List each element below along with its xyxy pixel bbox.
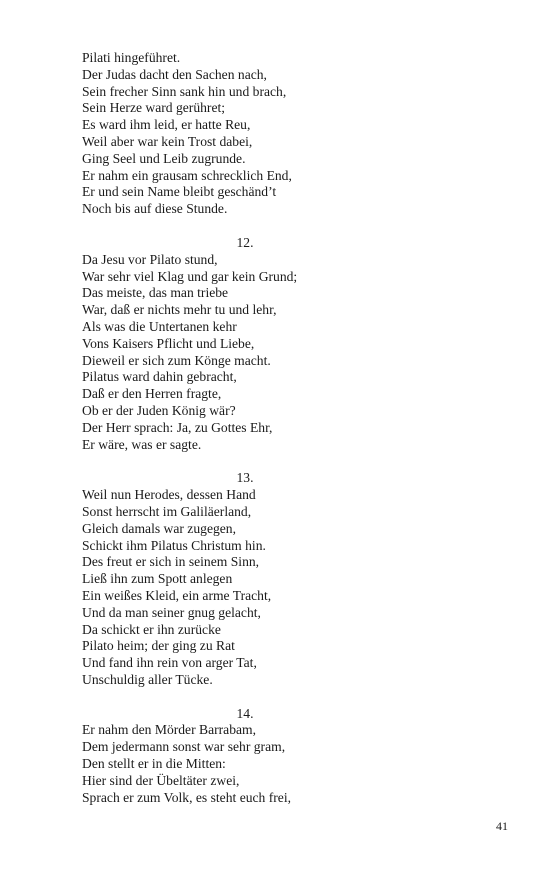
poem-page — [82, 50, 382, 806]
verse-line: Da schickt er ihn zurücke — [82, 621, 221, 637]
verse-line: Weil aber war kein Trost dabei, — [82, 133, 253, 149]
verse-line: Als was die Untertanen kehr — [82, 318, 237, 334]
verse-line: Hier sind der Übeltäter zwei, — [82, 772, 240, 788]
verse-line: Daß er den Herren fragte, — [82, 386, 222, 402]
verse-line: Vons Kaisers Pflicht und Liebe, — [82, 335, 255, 351]
verse-line: Ließ ihn zum Spott anlegen — [82, 571, 233, 587]
stanza-number: 13. — [236, 470, 254, 486]
verse-line: Er nahm den Mörder Barrabam, — [82, 722, 257, 738]
verse-line: Den stellt er in die Mitten: — [82, 756, 226, 772]
verse-line: Dieweil er sich zum Könge macht. — [82, 352, 271, 368]
stanza-13 — [82, 470, 382, 688]
verse-line: Der Judas dacht den Sachen nach, — [82, 66, 267, 82]
verse-line: Und da man seiner gnug gelacht, — [82, 604, 261, 620]
verse-line: Er wäre, was er sagte. — [82, 436, 202, 452]
stanza-12 — [82, 235, 382, 453]
verse-line: Er nahm ein grausam schrecklich End, — [82, 167, 292, 183]
verse-line: Ging Seel und Leib zugrunde. — [82, 150, 246, 166]
verse-line: Schickt ihm Pilatus Christum hin. — [82, 537, 266, 553]
verse-line: Sonst herrscht im Galiläerland, — [82, 503, 252, 519]
verse-line: Er und sein Name bleibt geschänd’t — [82, 184, 277, 200]
verse-line: Pilati hingeführet. — [82, 50, 181, 65]
stanza-14 — [82, 706, 382, 807]
verse-line: Es ward ihm leid, er hatte Reu, — [82, 117, 251, 133]
stanza-number: 14. — [236, 705, 254, 721]
verse-line: Noch bis auf diese Stunde. — [82, 201, 228, 217]
verse-line: War, daß er nichts mehr tu und lehr, — [82, 302, 277, 318]
verse-line: Pilatus ward dahin gebracht, — [82, 369, 237, 385]
stanza-number: 12. — [236, 234, 254, 250]
verse-line: Das meiste, das man triebe — [82, 285, 229, 301]
verse-line: Da Jesu vor Pilato stund, — [82, 251, 218, 267]
verse-line: Gleich damals war zugegen, — [82, 520, 236, 536]
verse-line: Sein frecher Sinn sank hin und brach, — [82, 83, 287, 99]
page-number: 41 — [496, 819, 508, 833]
verse-line: Unschuldig aller Tücke. — [82, 671, 213, 687]
verse-line: Sprach er zum Volk, es steht euch frei, — [82, 789, 292, 805]
verse-line: Weil nun Herodes, dessen Hand — [82, 487, 256, 503]
stanza-11-continuation — [82, 50, 382, 218]
verse-line: Der Herr sprach: Ja, zu Gottes Ehr, — [82, 419, 273, 435]
verse-line: Pilato heim; der ging zu Rat — [82, 638, 235, 654]
verse-line: Und fand ihn rein von arger Tat, — [82, 655, 257, 671]
verse-line: War sehr viel Klag und gar kein Grund; — [82, 268, 298, 284]
verse-line: Dem jedermann sonst war sehr gram, — [82, 739, 286, 755]
verse-line: Sein Herze ward gerühret; — [82, 100, 226, 116]
verse-line: Des freut er sich in seinem Sinn, — [82, 554, 260, 570]
verse-line: Ob er der Juden König wär? — [82, 402, 236, 418]
verse-line: Ein weißes Kleid, ein arme Tracht, — [82, 587, 272, 603]
